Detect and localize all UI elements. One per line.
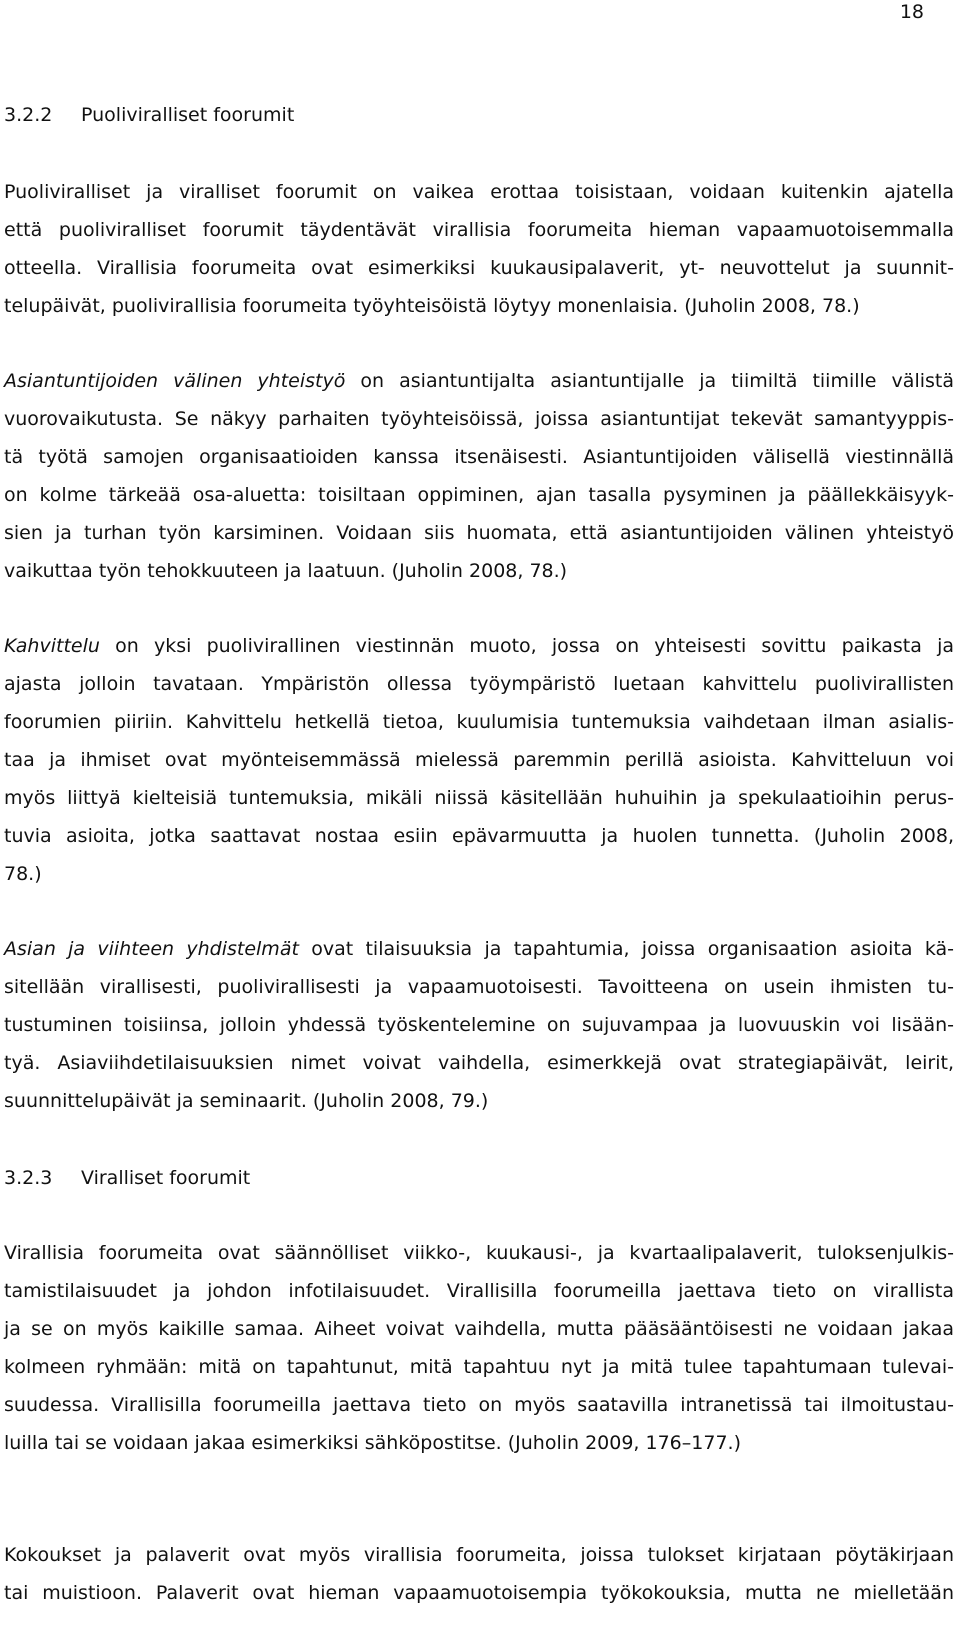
section-title: Viralliset foorumit [81, 1167, 251, 1189]
section-heading-3-2-3 [4, 1167, 250, 1189]
text-line: myös liittyä kielteisiä tuntemuksia, mikäli niissä käsitellään huhuihin ja spekulaatioihin perus- [4, 787, 954, 809]
text-line: on kolme tärkeää osa-aluetta: toisiltaan oppiminen, ajan tasalla pysyminen ja päällekkäisyyk- [4, 484, 954, 506]
text-line: tai muistioon. Palaverit ovat hieman vapaamuotoisempia työkokouksia, mutta ne mielletään [4, 1582, 954, 1604]
text-line: tuvia asioita, jotka saattavat nostaa esiin epävarmuutta ja huolen tunnetta. (Juholin 2008, [4, 825, 954, 847]
text-line: sien ja turhan työn karsiminen. Voidaan siis huomata, että asiantuntijoiden välinen yhteistyö [4, 522, 954, 544]
paragraph-asiaviihde [4, 930, 954, 1120]
text-line: kolmeen ryhmään: mitä on tapahtunut, mitä tapahtuu nyt ja mitä tulee tapahtumaan tulevai- [4, 1356, 954, 1378]
text-line: otteella. Virallisia foorumeita ovat esimerkiksi kuukausipalaverit, yt- neuvottelut ja suunnit- [4, 257, 954, 279]
paragraph-viralliset [4, 1234, 954, 1462]
text-line: Kokoukset ja palaverit ovat myös virallisia foorumeita, joissa tulokset kirjataan pöytäkirjaan [4, 1544, 954, 1566]
text-fragment: on asiantuntijalta asiantuntijalle ja tiimiltä tiimille välistä [345, 370, 954, 392]
text-line [4, 362, 954, 400]
text-line: Puoliviralliset ja viralliset foorumit on vaikea erottaa toisistaan, voidaan kuitenkin ajatella [4, 181, 954, 203]
text-line: tamistilaisuudet ja johdon infotilaisuudet. Virallisilla foorumeilla jaettava tieto on virallista [4, 1280, 954, 1302]
text-line: Virallisia foorumeita ovat säännölliset viikko-, kuukausi-, ja kvartaalipalaverit, tuloksenjulkis- [4, 1242, 954, 1264]
section-heading-3-2-2 [4, 104, 294, 126]
paragraph-asiantuntijat [4, 362, 954, 590]
section-number: 3.2.2 [4, 104, 53, 126]
text-line: vaikuttaa työn tehokkuuteen ja laatuun. (Juholin 2008, 78.) [4, 560, 568, 582]
text-fragment: ovat tilaisuuksia ja tapahtumia, joissa organisaation asioita kä- [298, 938, 954, 960]
text-line [4, 627, 954, 665]
paragraph-intro [4, 173, 954, 325]
page-number: 18 [899, 1, 924, 23]
text-line: telupäivät, puolivirallisia foorumeita työyhteisöistä löytyy monenlaisia. (Juholin 2008, 78.) [4, 295, 860, 317]
text-fragment: on yksi puolivirallinen viestinnän muoto, jossa on yhteisesti sovittu paikasta ja [99, 635, 954, 657]
text-line: taa ja ihmiset ovat myönteisemmässä mielessä paremmin perillä asioista. Kahvitteluun voi [4, 749, 954, 771]
text-line: että puoliviralliset foorumit täydentävät virallisia foorumeita hieman vapaamuotoisemmalla [4, 219, 954, 241]
text-line: sitellään virallisesti, puolivirallisesti ja vapaamuotoisesti. Tavoitteena on usein ihmisten tu- [4, 976, 954, 998]
text-line: ja se on myös kaikille samaa. Aiheet voivat vaihdella, mutta pääsääntöisesti ne voidaan jakaa [4, 1318, 954, 1340]
italic-term: Kahvittelu [4, 635, 100, 657]
italic-term: Asiantuntijoiden välinen yhteistyö [4, 370, 346, 392]
text-line: tä työtä samojen organisaatioiden kanssa itsenäisesti. Asiantuntijoiden välisellä viestinnällä [4, 446, 954, 468]
paragraph-kahvittelu [4, 627, 954, 893]
italic-term: Asian ja viihteen yhdistelmät [4, 938, 299, 960]
text-line: suudessa. Virallisilla foorumeilla jaettava tieto on myös saatavilla intranetissä tai ilmoitustau- [4, 1394, 954, 1416]
text-line: ajasta jolloin tavataan. Ympäristön ollessa työympäristö luetaan kahvittelu puolivirallisten [4, 673, 954, 695]
paragraph-kokoukset [4, 1536, 954, 1612]
text-line: tyä. Asiaviihdetilaisuuksien nimet voivat vaihdella, esimerkkejä ovat strategiapäivät, leirit, [4, 1052, 954, 1074]
section-title: Puoliviralliset foorumit [81, 104, 295, 126]
text-line: tustuminen toisiinsa, jolloin yhdessä työskentelemine on sujuvampaa ja luovuuskin voi lisään- [4, 1014, 954, 1036]
section-number: 3.2.3 [4, 1167, 53, 1189]
text-line: 78.) [4, 863, 42, 885]
text-line: foorumien piiriin. Kahvittelu hetkellä tietoa, kuulumisia tuntemuksia vaihdetaan ilman asialis- [4, 711, 954, 733]
text-line: luilla tai se voidaan jakaa esimerkiksi sähköpostitse. (Juholin 2009, 176–177.) [4, 1432, 741, 1454]
text-line: suunnittelupäivät ja seminaarit. (Juholin 2008, 79.) [4, 1090, 489, 1112]
text-line [4, 930, 954, 968]
text-line: vuorovaikutusta. Se näkyy parhaiten työyhteisöissä, joissa asiantuntijat tekevät samantyyppis- [4, 408, 954, 430]
